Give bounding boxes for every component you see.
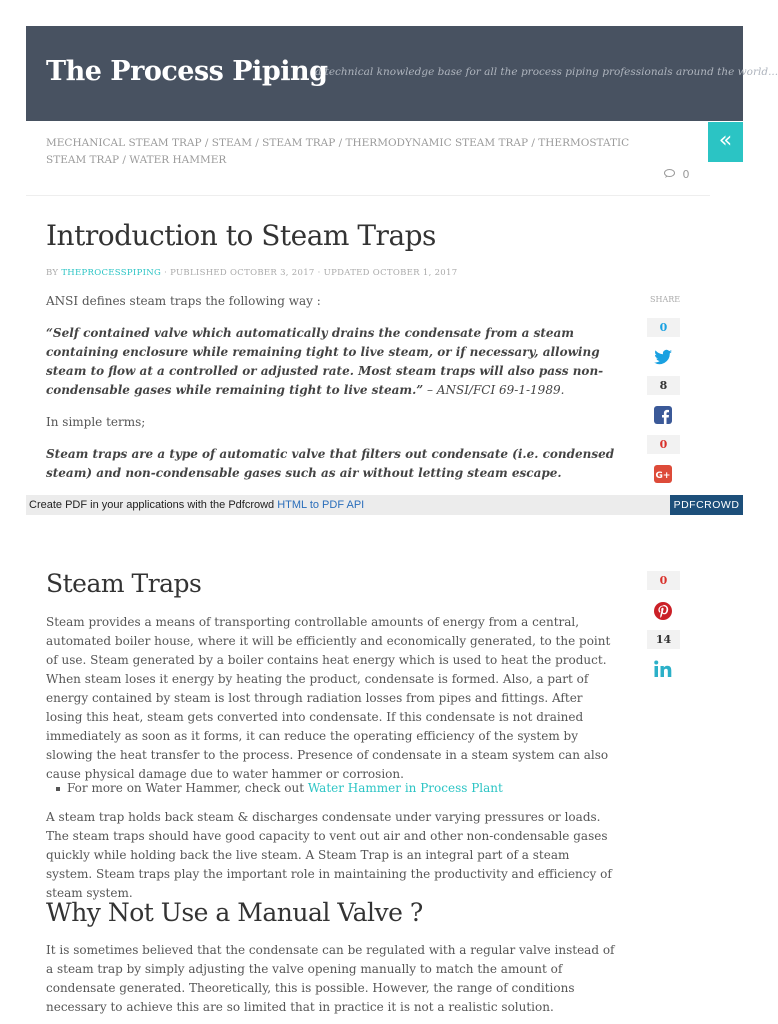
paragraph-simple-terms: In simple terms; xyxy=(46,415,146,429)
paragraph-intro: ANSI defines steam traps the following way : xyxy=(46,294,321,308)
share-label: SHARE xyxy=(650,295,681,304)
divider xyxy=(26,195,710,196)
post-title: Introduction to Steam Traps xyxy=(46,219,436,252)
pdfcrowd-text xyxy=(29,499,364,511)
paragraph-manual-valve: It is sometimes believed that the condensate can be regulated with a regular valve instead of a steam trap by simply adjusting the valve opening manually to match the amount of condensate generated. Theoretically, this is possible. However, the range of conditions necessary to achieve this are so limited that in practice it is not a realistic solution. xyxy=(46,943,615,1014)
pinterest-share-count: 0 xyxy=(647,571,680,590)
post-categories[interactable]: MECHANICAL STEAM TRAP / STEAM / STEAM TRAP / THERMODYNAMIC STEAM TRAP / THERMOSTATIC STEAM TRAP / WATER HAMMER xyxy=(46,137,630,166)
site-title[interactable]: The Process Piping xyxy=(46,56,328,87)
comment-icon xyxy=(664,168,679,181)
sidebar-toggle-button[interactable]: « xyxy=(708,122,743,162)
linkedin-share-count: 14 xyxy=(647,630,680,649)
linkedin-icon[interactable] xyxy=(653,659,673,679)
byline-prefix: BY xyxy=(46,268,62,278)
google-plus-share-count: 0 xyxy=(647,435,680,454)
heading-manual-valve: Why Not Use a Manual Valve ? xyxy=(46,898,423,927)
quote-source: – ANSI/FCI 69-1-1989. xyxy=(423,383,565,397)
list-item-text: For more on Water Hammer, check out xyxy=(67,781,308,795)
twitter-icon[interactable] xyxy=(653,347,673,367)
byline-dates: · PUBLISHED OCTOBER 3, 2017 · UPDATED OCTOBER 1, 2017 xyxy=(161,268,458,278)
ansi-quote xyxy=(46,324,616,400)
paragraph-steam-energy: Steam provides a means of transporting controllable amounts of energy from a central, automated boiler house, where it will be efficiently and economically generated, to the point of use. Steam generated by a boiler contains heat energy which is used to heat the product. When steam loses it energy by heating the product, condensate is formed. Also, a part of energy contained by steam is lost through radiation losses from pipes and fittings. After losing this heat, steam gets converted into condensate. If this condensate is not drained immediately as soon as it forms, it can reduce the operating efficiency of the system by slowing the heat transfer to the process. Presence of condensate in a steam system can also cause physical damage due to water hammer or corrosion. xyxy=(46,615,611,781)
paragraph-steam-trap-role: A steam trap holds back steam & discharges condensate under varying pressures or loads. The steam traps should have good capacity to vent out air and other non-condensable gases quickly while holding back the live steam. A Steam Trap is an integral part of a steam system. Steam traps play the important role in maintaining the productivity and efficiency of steam system. xyxy=(46,810,612,900)
site-tagline: a technical knowledge base for all the process piping professionals around the world... xyxy=(315,66,778,78)
bullet-icon xyxy=(56,787,60,791)
site-header xyxy=(26,26,778,121)
google-plus-icon[interactable] xyxy=(653,464,673,484)
quote-text: “Self contained valve which automatically drains the condensate from a steam containing enclosure while remaining tight to live steam, or if necessary, allowing steam to flow at a controlled or adjusted rate. Most steam traps will also pass non-condensable gases while remaining tight to live steam.” xyxy=(46,326,604,397)
pinterest-icon[interactable] xyxy=(653,601,673,621)
paragraph-definition: Steam traps are a type of automatic valve that filters out condensate (i.e. condensed steam) and non-condensable gases such as air without letting steam escape. xyxy=(46,447,615,480)
author-link[interactable]: THEPROCESSPIPING xyxy=(61,268,162,278)
svg-text:G+: G+ xyxy=(655,471,671,481)
pdfcrowd-logo[interactable]: PDFCROWD xyxy=(670,495,743,515)
pdfcrowd-banner xyxy=(26,495,743,515)
facebook-icon[interactable] xyxy=(653,405,673,425)
list-item xyxy=(56,779,503,798)
comments-count: 0 xyxy=(682,168,690,181)
facebook-share-count: 8 xyxy=(647,376,680,395)
twitter-share-count: 0 xyxy=(647,318,680,337)
water-hammer-link[interactable]: Water Hammer in Process Plant xyxy=(307,781,503,795)
pdfcrowd-message: Create PDF in your applications with the Pdfcrowd xyxy=(29,499,278,511)
post-byline xyxy=(46,268,457,278)
pdfcrowd-api-link[interactable]: HTML to PDF API xyxy=(277,499,365,511)
comments-link[interactable] xyxy=(664,168,690,181)
heading-steam-traps: Steam Traps xyxy=(46,569,202,598)
